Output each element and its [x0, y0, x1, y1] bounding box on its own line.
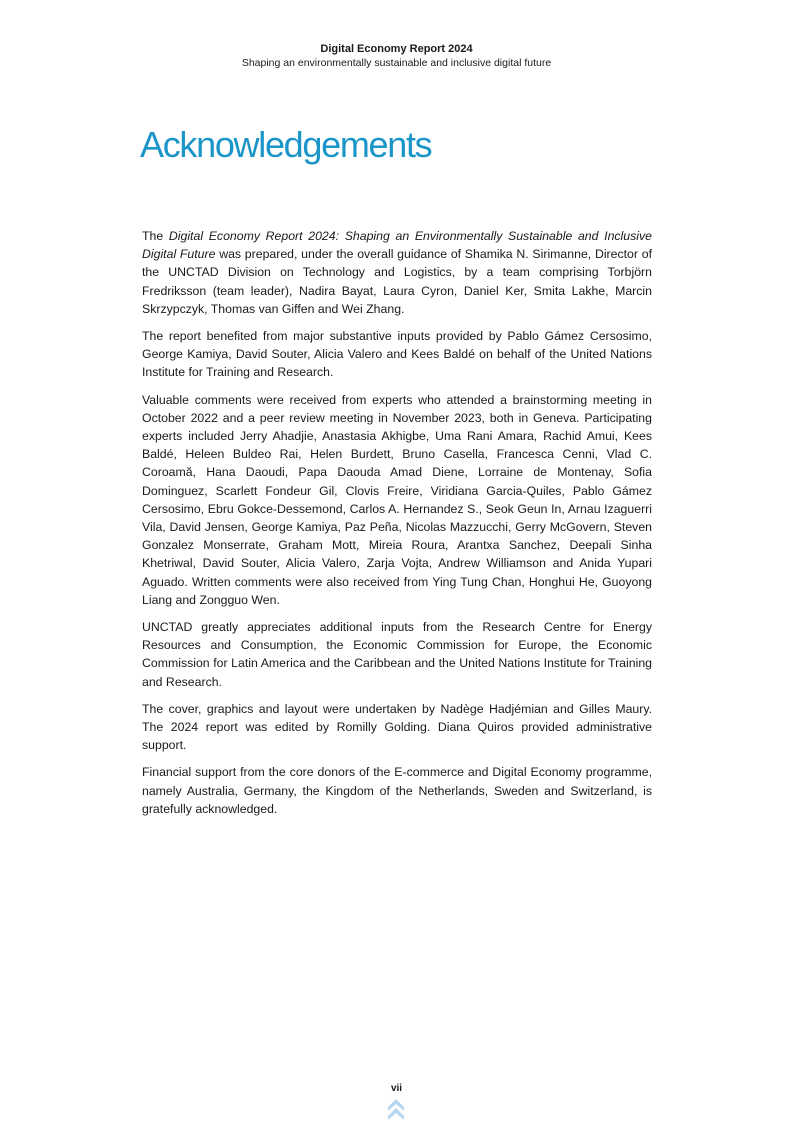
chevron-up-bottom: [388, 1108, 404, 1120]
running-header: [0, 42, 793, 70]
page-number: vii: [390, 1083, 403, 1094]
paragraph-prefix: The: [142, 229, 169, 243]
paragraph-inputs: The report benefited from major substantive inputs provided by Pablo Gámez Cersosimo, George Kamiya, David Souter, Alicia Valero and Kees Baldé on behalf of the United Nations Institute for Training and Research.: [142, 329, 652, 380]
double-chevron-up-icon[interactable]: [386, 1099, 406, 1121]
report-subtitle: Shaping an environmentally sustainable and inclusive digital future: [241, 57, 552, 69]
page-title: Acknowledgements: [140, 124, 432, 165]
paragraph-financial-support: Financial support from the core donors of the E-commerce and Digital Economy programme, namely Australia, Germany, the Kingdom of the Netherlands, Sweden and Switzerland, is gratefully acknowledged.: [142, 765, 652, 816]
paragraph-team: [142, 227, 652, 318]
acknowledgements-body: [142, 227, 652, 827]
paragraph-rest: was prepared, under the overall guidance of Shamika N. Sirimanne, Director of the UNCTAD Division on Technology and Logistics, by a team comprising Torbjörn Fredriksson (team leader), Nadira Bayat, Laura Cyron, Daniel Ker, Smita Lakhe, Marcin Skrzypczyk, Thomas van Giffen and Wei Zhang.: [142, 247, 652, 316]
paragraph-experts: Valuable comments were received from experts who attended a brainstorming meeting in October 2022 and a peer review meeting in November 2023, both in Geneva. Participating experts included Jerry Ahadjie, Anastasia Akhigbe, Uma Rani Amara, Rachid Amui, Kees Baldé, Heleen Buldeo Rai, Helen Burdett, Bruno Casella, Francesca Cenni, Vlad C. Coroamă, Hana Daoudi, Papa Daouda Amad Diene, Lorraine de Montenay, Sofia Dominguez, Scarlett Fondeur Gil, Clovis Freire, Viridiana Garcia-Quiles, Pablo Gámez Cersosimo, Ebru Gokce-Dessemond, Carlos A. Hernandez S., Seok Geun In, Arnau Izaguerri Vila, David Jensen, George Kamiya, Paz Peña, Nicolas Mazzucchi, Gerry McGovern, Steven Gonzalez Monserrate, Graham Mott, Mireia Roura, Arantxa Sanchez, Deepali Sinha Khetriwal, David Souter, Alicia Valero, Zarja Vojta, Andrew Williamson and Anida Yupari Aguado. Written comments were also received from Ying Tung Chan, Honghui He, Guoyong Liang and Zongguo Wen.: [142, 392, 652, 607]
paragraph-additional-inputs: UNCTAD greatly appreciates additional inputs from the Research Centre for Energy Resources and Consumption, the Economic Commission for Europe, the Economic Commission for Latin America and the Caribbean and the United Nations Institute for Training and Research.: [142, 620, 652, 689]
report-full-title: Digital Economy Report 2024: Shaping an Environmentally Sustainable and Inclusive Digital Future: [142, 229, 652, 262]
report-title: Digital Economy Report 2024: [320, 43, 473, 55]
paragraph-production: The cover, graphics and layout were undertaken by Nadège Hadjémian and Gilles Maury. The 2024 report was edited by Romilly Golding. Diana Quiros provided administrative support.: [142, 701, 652, 753]
